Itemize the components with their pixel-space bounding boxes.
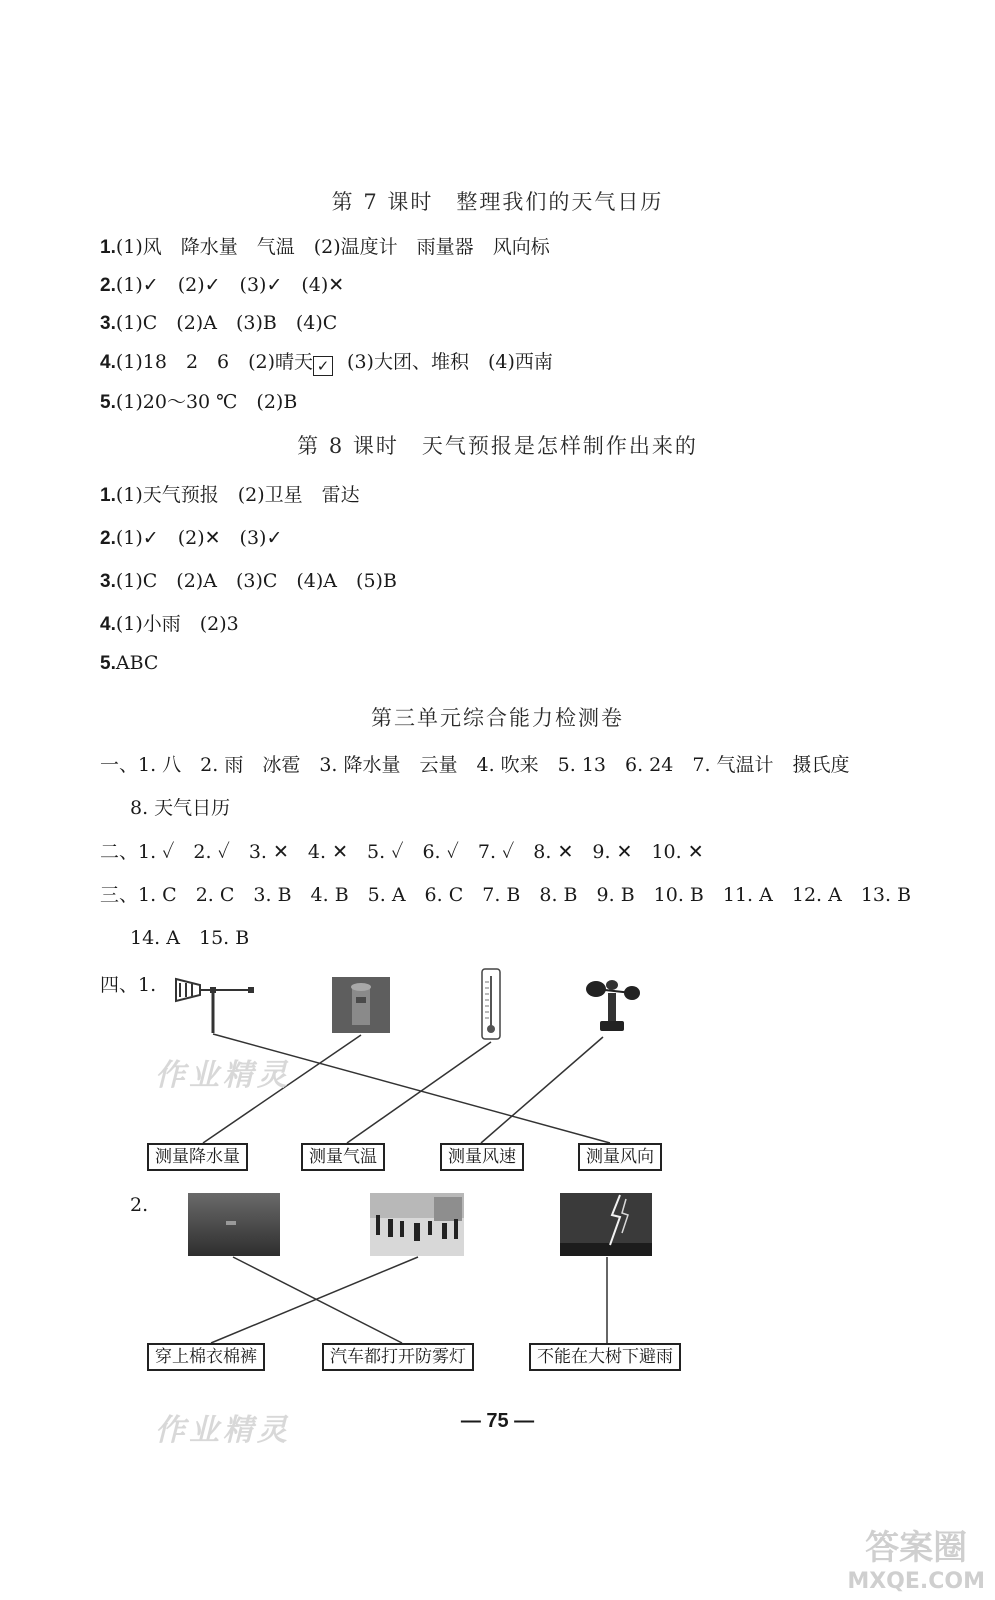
section-title-lesson8: 第 8 课时 天气预报是怎样制作出来的 xyxy=(297,434,698,458)
answer-line: 3.(1)C (2)A (3)C (4)A (5)B xyxy=(100,570,397,592)
match-label: 汽车都打开防雾灯 xyxy=(322,1343,474,1371)
answer-line: 二、1. ✓ 2. ✓ 3. ✕ 4. ✕ 5. ✓ 6. ✓ 7. ✓ 8. ✕ 9. ✕ 10. ✕ xyxy=(100,841,704,863)
section-title-unit3: 第三单元综合能力检测卷 xyxy=(371,706,624,730)
match-label: 穿上棉衣棉裤 xyxy=(147,1343,265,1371)
match-label: 测量降水量 xyxy=(147,1143,248,1171)
watermark: 作业精灵 xyxy=(155,1058,291,1093)
answer-line: 4.(1)18 2 6 (2)晴天 ✓ (3)大团、堆积 (4)西南 xyxy=(100,351,553,375)
answer-line: 5.ABC xyxy=(100,652,159,674)
fog-photo xyxy=(188,1193,280,1256)
answer-line: 三、1. C 2. C 3. B 4. B 5. A 6. C 7. B 8. B 9. B 10. B 11. A 12. A 13. B xyxy=(100,884,912,906)
corner-logo xyxy=(847,1520,985,1594)
answer-line: 3.(1)C (2)A (3)B (4)C xyxy=(100,312,338,334)
match-label: 测量风速 xyxy=(440,1143,524,1171)
answer-line: 1.(1)天气预报 (2)卫星 雷达 xyxy=(100,484,360,506)
answer-line: 1.(1)风 降水量 气温 (2)温度计 雨量器 风向标 xyxy=(100,236,550,258)
checkbox-icon: ✓ xyxy=(313,356,333,376)
answer-line: 5.(1)20～30 ℃ (2)B xyxy=(100,391,298,413)
corner-logo-top: 答案圈 xyxy=(865,1528,968,1568)
question-label: 2. xyxy=(130,1194,149,1216)
page-number: — 75 — xyxy=(460,1410,535,1432)
answer-line: 14. A 15. B xyxy=(130,927,250,949)
section-title-lesson7: 第 7 课时 整理我们的天气日历 xyxy=(331,190,664,214)
answer-line: 4.(1)小雨 (2)3 xyxy=(100,613,239,635)
match-label: 不能在大树下避雨 xyxy=(529,1343,681,1371)
answer-line: 2.(1)✓ (2)✕ (3)✓ xyxy=(100,527,283,549)
answer-line: 8. 天气日历 xyxy=(130,797,231,819)
answer-line: 一、1. 八 2. 雨 冰雹 3. 降水量 云量 4. 吹来 5. 13 6. 24 7. 气温计 摄氏度 xyxy=(100,754,850,776)
corner-logo-bottom: MXQE.COM xyxy=(847,1569,985,1594)
match-label: 测量风向 xyxy=(578,1143,662,1171)
match-label: 测量气温 xyxy=(301,1143,385,1171)
watermark: 作业精灵 xyxy=(155,1413,291,1448)
answer-line: 2.(1)✓ (2)✓ (3)✓ (4)✕ xyxy=(100,274,345,296)
lightning-photo xyxy=(560,1193,652,1256)
question-label: 四、1. xyxy=(100,974,157,996)
snow-photo xyxy=(370,1193,464,1256)
